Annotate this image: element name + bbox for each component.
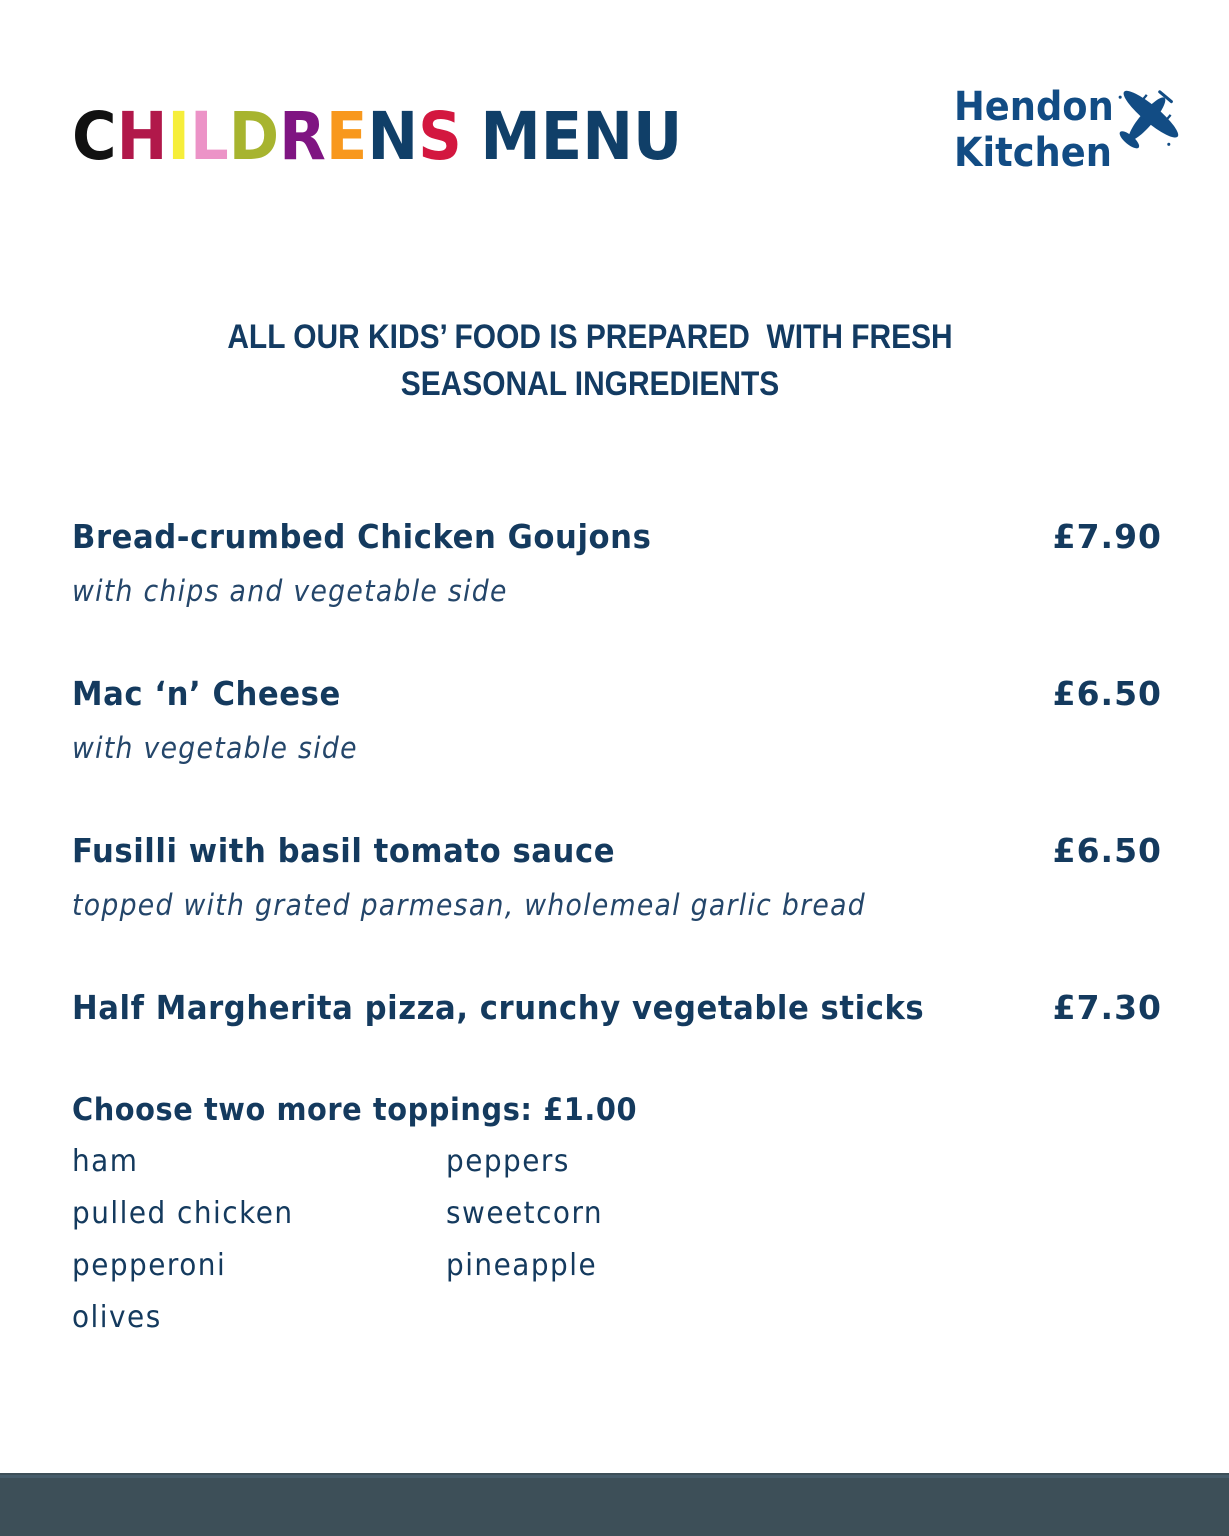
toppings-heading: Choose two more toppings: £1.00 (72, 1092, 638, 1128)
tagline-line1: ALL OUR KIDS’ FOOD IS PREPARED WITH FRESH (227, 318, 953, 356)
logo-line2: Kitchen (954, 130, 1112, 176)
logo-line1: Hendon (954, 84, 1114, 130)
menu-item-price: £7.90 (1052, 517, 1162, 556)
title-letter-r: R (279, 98, 326, 175)
menu-item (72, 517, 1162, 611)
title-letter-h: H (116, 98, 168, 175)
airplane-icon (1108, 82, 1184, 158)
title-letter-s: S (418, 98, 462, 175)
topping-item: ham (72, 1144, 139, 1179)
menu-item-description: topped with grated parmesan, wholemeal garlic bread (72, 888, 866, 922)
menu-item-name: Fusilli with basil tomato sauce (72, 831, 616, 870)
topping-item: pepperoni (72, 1248, 227, 1283)
topping-item: sweetcorn (446, 1196, 604, 1231)
title-letter-c: C (72, 98, 117, 175)
toppings-section (72, 1090, 680, 1335)
toppings-column-2 (446, 1136, 615, 1292)
title-letter-n: N (367, 98, 419, 175)
menu-item-description: with vegetable side (72, 731, 358, 765)
menu-item (72, 988, 1162, 1028)
footer-band (0, 1473, 1229, 1536)
menu-item (72, 831, 1162, 925)
menu-item-description: with chips and vegetable side (72, 574, 508, 608)
title-letter-l: L (189, 98, 229, 175)
menu-item-price: £6.50 (1052, 831, 1162, 870)
menu-title (72, 98, 683, 175)
topping-item: pineapple (446, 1248, 598, 1283)
menu-item-name: Half Margherita pizza, crunchy vegetable sticks (72, 988, 925, 1027)
footer-divider (0, 1475, 1229, 1478)
topping-item: peppers (446, 1144, 570, 1179)
title-word-menu: MENU (480, 98, 683, 175)
menu-item-name: Bread-crumbed Chicken Goujons (72, 517, 652, 556)
title-letter-i: I (167, 98, 190, 175)
topping-item: olives (72, 1300, 162, 1335)
menu-item-price: £6.50 (1052, 674, 1162, 713)
toppings-column-1 (72, 1136, 310, 1344)
menu-item-price: £7.30 (1052, 988, 1162, 1027)
hendon-kitchen-logo (954, 84, 1128, 176)
tagline (71, 314, 1109, 408)
logo-text (954, 84, 1114, 176)
topping-item: pulled chicken (72, 1196, 294, 1231)
tagline-line2: SEASONAL INGREDIENTS (400, 365, 780, 403)
menu-item-name: Mac ‘n’ Cheese (72, 674, 341, 713)
menu-item (72, 674, 1162, 768)
title-letter-d: D (228, 98, 280, 175)
title-letter-e: E (325, 98, 368, 175)
